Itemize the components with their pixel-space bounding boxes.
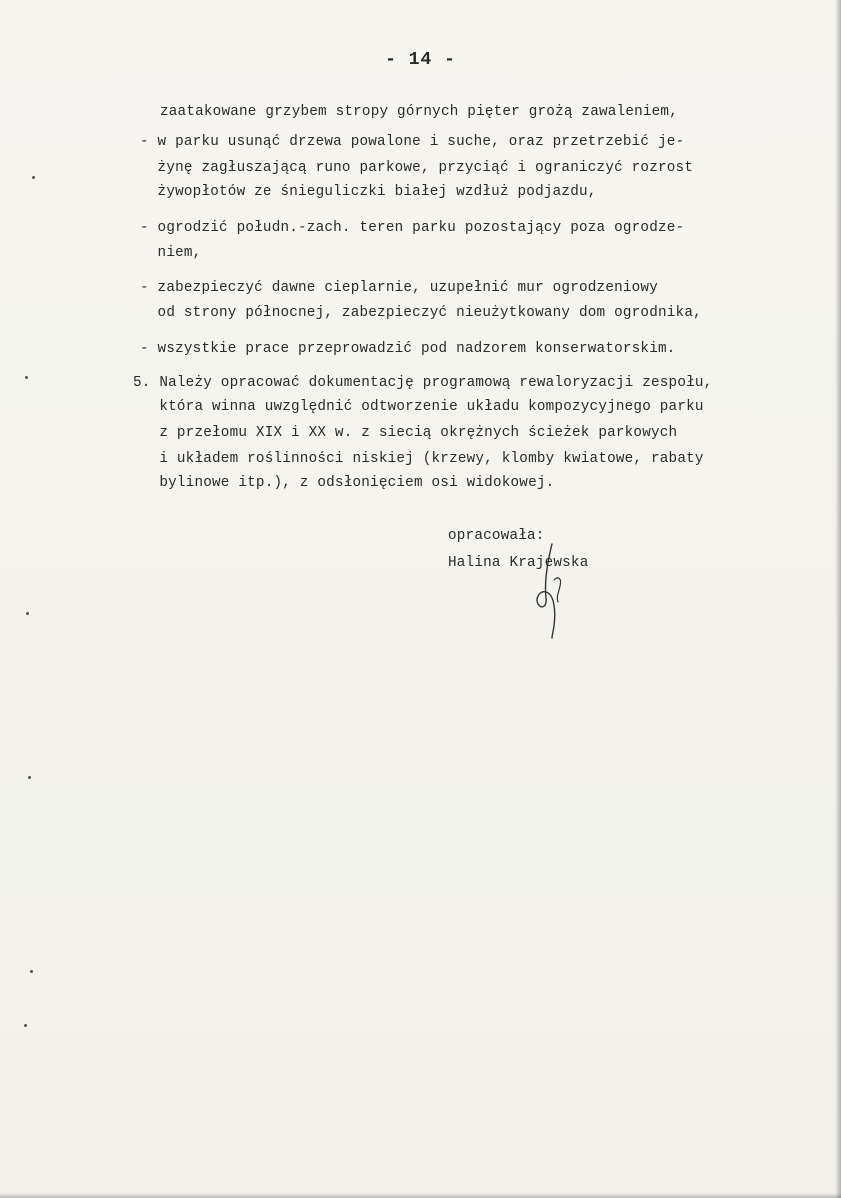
body-line: bylinowe itp.), z odsłonięciem osi widokowej. <box>133 475 555 491</box>
margin-mark <box>25 376 28 379</box>
body-line: i układem roślinności niskiej (krzewy, klomby kwiatowe, rabaty <box>133 451 704 467</box>
body-line: - w parku usunąć drzewa powalone i suche, oraz przetrzebić je- <box>140 134 685 150</box>
body-line: - wszystkie prace przeprowadzić pod nadzorem konserwatorskim. <box>140 341 676 357</box>
body-line: zaatakowane grzybem stropy górnych pięter grożą zawaleniem, <box>160 104 678 120</box>
body-line: która winna uwzględnić odtworzenie układu kompozycyjnego parku <box>133 399 704 415</box>
body-line: od strony północnej, zabezpieczyć nieużytkowany dom ogrodnika, <box>140 305 702 321</box>
margin-mark <box>28 776 31 779</box>
author-name: Halina Krajewska <box>448 555 589 571</box>
margin-mark <box>26 612 29 615</box>
page-number: - 14 - <box>385 50 456 70</box>
page-edge-shadow <box>0 1193 841 1198</box>
body-line: - zabezpieczyć dawne cieplarnie, uzupełnić mur ogrodzeniowy <box>140 280 658 296</box>
page-edge-shadow <box>835 0 841 1198</box>
body-line: niem, <box>140 245 202 261</box>
margin-mark <box>24 1024 27 1027</box>
body-line: - ogrodzić połudn.-zach. teren parku pozostający poza ogrodze- <box>140 220 685 236</box>
body-line: żynę zagłuszającą runo parkowe, przyciąć i ograniczyć rozrost <box>140 160 694 176</box>
body-line: z przełomu XIX i XX w. z siecią okrężnych ścieżek parkowych <box>133 425 678 441</box>
signature-label: opracowała: <box>448 528 545 544</box>
handwritten-signature <box>530 540 570 640</box>
margin-mark <box>30 970 33 973</box>
body-line: 5. Należy opracować dokumentację programową rewaloryzacji zespołu, <box>133 375 713 391</box>
margin-mark <box>32 176 35 179</box>
body-line: żywopłotów ze śnieguliczki białej wzdłuż podjazdu, <box>140 184 597 200</box>
